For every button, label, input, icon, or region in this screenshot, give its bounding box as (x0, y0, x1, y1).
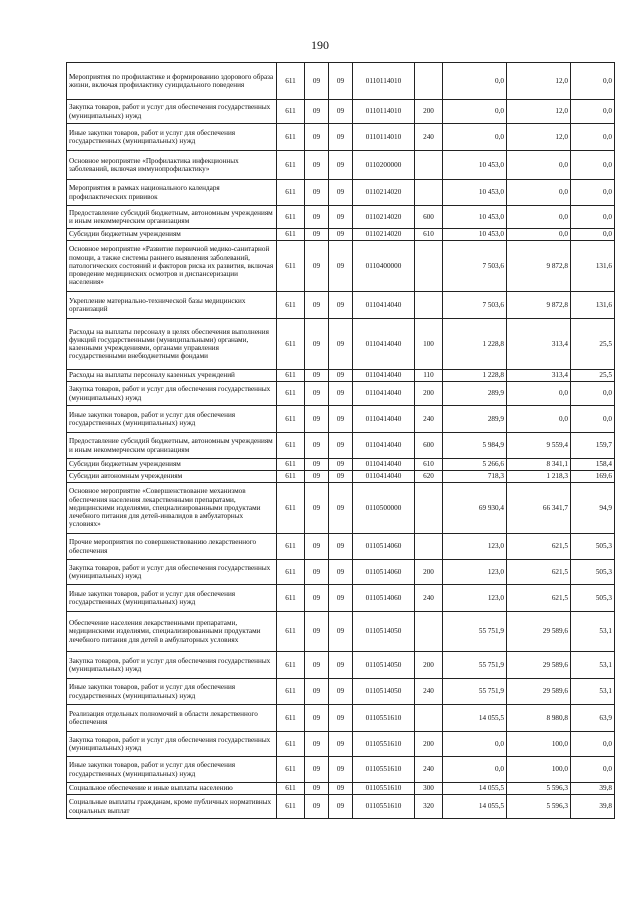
cell-plan: 55 751,9 (443, 679, 507, 705)
cell-rz: 09 (305, 319, 329, 370)
cell-pr: 09 (329, 241, 353, 292)
cell-name: Мероприятия по профилактике и формированию здорового образа жизни, включая профилактику суицидального поведения (67, 63, 277, 100)
cell-name: Реализация отдельных полномочий в области лекарственного обеспечения (67, 705, 277, 732)
table-row (67, 483, 615, 534)
cell-plan: 289,9 (443, 382, 507, 406)
cell-plan: 718,3 (443, 471, 507, 483)
cell-pct: 0,0 (571, 406, 615, 433)
cell-pct: 39,8 (571, 783, 615, 795)
cell-csr: 0110414040 (353, 459, 415, 471)
budget-table-body (67, 63, 615, 819)
cell-vr: 110 (415, 370, 443, 382)
cell-ved: 611 (277, 483, 305, 534)
cell-name: Иные закупки товаров, работ и услуг для обеспечения государственных (муниципальных) нужд (67, 757, 277, 783)
table-row (67, 433, 615, 459)
cell-pr: 09 (329, 124, 353, 151)
table-row (67, 382, 615, 406)
cell-csr: 0110514060 (353, 534, 415, 560)
cell-fact: 9 559,4 (507, 433, 571, 459)
cell-pr: 09 (329, 795, 353, 819)
cell-ved: 611 (277, 406, 305, 433)
cell-ved: 611 (277, 382, 305, 406)
cell-ved: 611 (277, 459, 305, 471)
cell-fact: 8 980,8 (507, 705, 571, 732)
cell-csr: 0110114010 (353, 100, 415, 124)
table-row (67, 241, 615, 292)
cell-rz: 09 (305, 560, 329, 585)
cell-pr: 09 (329, 534, 353, 560)
cell-csr: 0110114010 (353, 124, 415, 151)
cell-pct: 25,5 (571, 370, 615, 382)
cell-csr: 0110551610 (353, 732, 415, 757)
cell-name: Обеспечение населения лекарственными препаратами, медицинскими изделиями, специализированными продуктами лечебного питания для детей в амбулаторных условиях (67, 612, 277, 652)
cell-rz: 09 (305, 63, 329, 100)
cell-pr: 09 (329, 732, 353, 757)
cell-rz: 09 (305, 180, 329, 206)
cell-fact: 5 596,3 (507, 783, 571, 795)
table-row (67, 705, 615, 732)
cell-name: Субсидии бюджетным учреждениям (67, 229, 277, 241)
cell-pr: 09 (329, 292, 353, 319)
page-number: 190 (311, 38, 329, 52)
cell-name: Закупка товаров, работ и услуг для обеспечения государственных (муниципальных) нужд (67, 652, 277, 679)
cell-pct: 53,1 (571, 679, 615, 705)
cell-pr: 09 (329, 459, 353, 471)
cell-rz: 09 (305, 483, 329, 534)
cell-rz: 09 (305, 534, 329, 560)
table-row (67, 292, 615, 319)
cell-pr: 09 (329, 652, 353, 679)
cell-plan: 7 503,6 (443, 292, 507, 319)
cell-ved: 611 (277, 63, 305, 100)
table-row (67, 370, 615, 382)
table-row (67, 560, 615, 585)
cell-pct: 94,9 (571, 483, 615, 534)
cell-csr: 0110514050 (353, 652, 415, 679)
cell-name: Основное мероприятие «Совершенствование механизмов обеспечения населения лекарственными препаратами, медицинскими изделиями, специализированными продуктами лечебного питания для детей-инвалидов в амбулаторных условиях» (67, 483, 277, 534)
cell-name: Иные закупки товаров, работ и услуг для обеспечения государственных (муниципальных) нужд (67, 585, 277, 612)
cell-pr: 09 (329, 483, 353, 534)
cell-csr: 0110551610 (353, 783, 415, 795)
cell-ved: 611 (277, 757, 305, 783)
cell-fact: 313,4 (507, 370, 571, 382)
cell-pr: 09 (329, 206, 353, 229)
cell-rz: 09 (305, 459, 329, 471)
table-row (67, 612, 615, 652)
cell-pr: 09 (329, 705, 353, 732)
cell-ved: 611 (277, 783, 305, 795)
cell-pr: 09 (329, 612, 353, 652)
cell-fact: 100,0 (507, 757, 571, 783)
cell-csr: 0110514060 (353, 560, 415, 585)
cell-pct: 505,3 (571, 534, 615, 560)
cell-ved: 611 (277, 585, 305, 612)
cell-ved: 611 (277, 319, 305, 370)
cell-rz: 09 (305, 679, 329, 705)
cell-fact: 66 341,7 (507, 483, 571, 534)
cell-vr (415, 612, 443, 652)
cell-vr: 240 (415, 124, 443, 151)
cell-pct: 158,4 (571, 459, 615, 471)
cell-rz: 09 (305, 406, 329, 433)
cell-fact: 621,5 (507, 534, 571, 560)
cell-vr: 600 (415, 433, 443, 459)
cell-plan: 7 503,6 (443, 241, 507, 292)
cell-plan: 289,9 (443, 406, 507, 433)
cell-ved: 611 (277, 560, 305, 585)
cell-vr: 240 (415, 757, 443, 783)
cell-pct: 505,3 (571, 585, 615, 612)
table-row (67, 732, 615, 757)
cell-pct: 0,0 (571, 63, 615, 100)
cell-pr: 09 (329, 63, 353, 100)
cell-plan: 123,0 (443, 560, 507, 585)
cell-rz: 09 (305, 783, 329, 795)
cell-name: Закупка товаров, работ и услуг для обеспечения государственных (муниципальных) нужд (67, 100, 277, 124)
cell-rz: 09 (305, 652, 329, 679)
cell-csr: 0110514050 (353, 612, 415, 652)
cell-pr: 09 (329, 319, 353, 370)
cell-csr: 0110214020 (353, 229, 415, 241)
cell-name: Расходы на выплаты персоналу в целях обеспечения выполнения функций государственными (муниципальными) органами, казенными учреждениями, органами управления государственными внебюджетными фондами (67, 319, 277, 370)
cell-pct: 39,8 (571, 795, 615, 819)
cell-pr: 09 (329, 229, 353, 241)
cell-pct: 0,0 (571, 757, 615, 783)
cell-pct: 0,0 (571, 382, 615, 406)
cell-csr: 0110414040 (353, 292, 415, 319)
cell-pr: 09 (329, 471, 353, 483)
cell-csr: 0110400000 (353, 241, 415, 292)
cell-fact: 0,0 (507, 406, 571, 433)
cell-vr: 200 (415, 560, 443, 585)
cell-plan: 10 453,0 (443, 206, 507, 229)
cell-plan: 10 453,0 (443, 229, 507, 241)
cell-pct: 0,0 (571, 206, 615, 229)
cell-csr: 0110214020 (353, 180, 415, 206)
cell-name: Социальные выплаты гражданам, кроме публичных нормативных социальных выплат (67, 795, 277, 819)
cell-ved: 611 (277, 732, 305, 757)
cell-ved: 611 (277, 180, 305, 206)
cell-csr: 0110414040 (353, 471, 415, 483)
cell-pr: 09 (329, 370, 353, 382)
cell-pr: 09 (329, 679, 353, 705)
cell-csr: 0110414040 (353, 319, 415, 370)
cell-ved: 611 (277, 433, 305, 459)
cell-plan: 14 055,5 (443, 783, 507, 795)
cell-pct: 0,0 (571, 124, 615, 151)
cell-csr: 0110500000 (353, 483, 415, 534)
table-row (67, 151, 615, 180)
cell-plan: 0,0 (443, 124, 507, 151)
table-row (67, 534, 615, 560)
table-row (67, 585, 615, 612)
cell-vr (415, 292, 443, 319)
cell-rz: 09 (305, 151, 329, 180)
cell-rz: 09 (305, 292, 329, 319)
cell-rz: 09 (305, 705, 329, 732)
budget-table (66, 62, 615, 819)
cell-name: Иные закупки товаров, работ и услуг для обеспечения государственных (муниципальных) нужд (67, 679, 277, 705)
cell-fact: 1 218,3 (507, 471, 571, 483)
cell-fact: 9 872,8 (507, 292, 571, 319)
cell-fact: 621,5 (507, 560, 571, 585)
cell-name: Закупка товаров, работ и услуг для обеспечения государственных (муниципальных) нужд (67, 560, 277, 585)
cell-rz: 09 (305, 229, 329, 241)
cell-ved: 611 (277, 206, 305, 229)
cell-plan: 69 930,4 (443, 483, 507, 534)
cell-rz: 09 (305, 382, 329, 406)
cell-pct: 505,3 (571, 560, 615, 585)
cell-vr: 600 (415, 206, 443, 229)
cell-ved: 611 (277, 705, 305, 732)
cell-pct: 0,0 (571, 180, 615, 206)
cell-rz: 09 (305, 612, 329, 652)
table-row (67, 406, 615, 433)
cell-csr: 0110551610 (353, 705, 415, 732)
cell-plan: 1 228,8 (443, 370, 507, 382)
cell-ved: 611 (277, 124, 305, 151)
cell-ved: 611 (277, 370, 305, 382)
cell-ved: 611 (277, 151, 305, 180)
cell-vr (415, 705, 443, 732)
table-row (67, 180, 615, 206)
table-row (67, 63, 615, 100)
table-row (67, 679, 615, 705)
cell-plan: 123,0 (443, 585, 507, 612)
cell-rz: 09 (305, 241, 329, 292)
cell-pr: 09 (329, 382, 353, 406)
cell-vr: 240 (415, 679, 443, 705)
cell-pct: 169,6 (571, 471, 615, 483)
cell-vr: 240 (415, 585, 443, 612)
cell-csr: 0110514050 (353, 679, 415, 705)
cell-vr: 200 (415, 382, 443, 406)
cell-vr: 610 (415, 229, 443, 241)
cell-vr (415, 151, 443, 180)
cell-pct: 159,7 (571, 433, 615, 459)
cell-ved: 611 (277, 241, 305, 292)
cell-vr: 200 (415, 652, 443, 679)
cell-vr: 620 (415, 471, 443, 483)
cell-csr: 0110214020 (353, 206, 415, 229)
cell-name: Субсидии бюджетным учреждениям (67, 459, 277, 471)
cell-fact: 29 589,6 (507, 679, 571, 705)
cell-pct: 0,0 (571, 732, 615, 757)
cell-name: Расходы на выплаты персоналу казенных учреждений (67, 370, 277, 382)
cell-pr: 09 (329, 585, 353, 612)
cell-plan: 5 266,6 (443, 459, 507, 471)
cell-vr: 100 (415, 319, 443, 370)
cell-pct: 63,9 (571, 705, 615, 732)
cell-ved: 611 (277, 534, 305, 560)
cell-name: Основное мероприятие «Профилактика инфекционных заболеваний, включая иммунопрофилактику» (67, 151, 277, 180)
cell-vr: 300 (415, 783, 443, 795)
cell-rz: 09 (305, 795, 329, 819)
cell-rz: 09 (305, 100, 329, 124)
cell-pct: 0,0 (571, 100, 615, 124)
cell-name: Мероприятия в рамках национального календаря профилактических прививок (67, 180, 277, 206)
cell-csr: 0110200000 (353, 151, 415, 180)
table-row (67, 229, 615, 241)
cell-fact: 29 589,6 (507, 652, 571, 679)
cell-csr: 0110414040 (353, 382, 415, 406)
cell-vr (415, 180, 443, 206)
cell-pr: 09 (329, 433, 353, 459)
cell-plan: 10 453,0 (443, 180, 507, 206)
cell-plan: 0,0 (443, 732, 507, 757)
cell-rz: 09 (305, 370, 329, 382)
cell-plan: 123,0 (443, 534, 507, 560)
cell-name: Иные закупки товаров, работ и услуг для обеспечения государственных (муниципальных) нужд (67, 406, 277, 433)
cell-csr: 0110114010 (353, 63, 415, 100)
cell-ved: 611 (277, 292, 305, 319)
cell-name: Закупка товаров, работ и услуг для обеспечения государственных (муниципальных) нужд (67, 382, 277, 406)
cell-csr: 0110414040 (353, 433, 415, 459)
cell-fact: 313,4 (507, 319, 571, 370)
cell-fact: 0,0 (507, 180, 571, 206)
cell-vr (415, 241, 443, 292)
cell-pct: 0,0 (571, 151, 615, 180)
cell-name: Предоставление субсидий бюджетным, автономным учреждениям и иным некоммерческим организациям (67, 206, 277, 229)
cell-ved: 611 (277, 679, 305, 705)
cell-plan: 14 055,5 (443, 795, 507, 819)
cell-pct: 131,6 (571, 292, 615, 319)
cell-fact: 621,5 (507, 585, 571, 612)
cell-fact: 12,0 (507, 100, 571, 124)
cell-ved: 611 (277, 100, 305, 124)
table-row (67, 757, 615, 783)
cell-pr: 09 (329, 406, 353, 433)
cell-pr: 09 (329, 757, 353, 783)
cell-fact: 9 872,8 (507, 241, 571, 292)
cell-fact: 100,0 (507, 732, 571, 757)
cell-vr: 200 (415, 732, 443, 757)
cell-vr: 610 (415, 459, 443, 471)
cell-csr: 0110414040 (353, 370, 415, 382)
cell-pr: 09 (329, 783, 353, 795)
cell-name: Предоставление субсидий бюджетным, автономным учреждениям и иным некоммерческим организациям (67, 433, 277, 459)
table-row (67, 459, 615, 471)
cell-rz: 09 (305, 757, 329, 783)
cell-vr: 240 (415, 406, 443, 433)
cell-name: Укрепление материально-технической базы медицинских организаций (67, 292, 277, 319)
table-row (67, 124, 615, 151)
cell-name: Основное мероприятие «Развитие первичной медико-санитарной помощи, а также системы раннего выявления заболеваний, патологических состояний и факторов риска их развития, включая проведение медицинских осмотров и диспансеризации населения» (67, 241, 277, 292)
cell-name: Субсидии автономным учреждениям (67, 471, 277, 483)
cell-ved: 611 (277, 795, 305, 819)
cell-rz: 09 (305, 206, 329, 229)
cell-pr: 09 (329, 100, 353, 124)
cell-plan: 55 751,9 (443, 612, 507, 652)
cell-vr (415, 63, 443, 100)
table-row (67, 783, 615, 795)
table-row (67, 100, 615, 124)
cell-name: Иные закупки товаров, работ и услуг для обеспечения государственных (муниципальных) нужд (67, 124, 277, 151)
table-row (67, 795, 615, 819)
cell-plan: 0,0 (443, 63, 507, 100)
cell-rz: 09 (305, 124, 329, 151)
cell-rz: 09 (305, 585, 329, 612)
cell-pct: 131,6 (571, 241, 615, 292)
cell-fact: 12,0 (507, 63, 571, 100)
cell-name: Закупка товаров, работ и услуг для обеспечения государственных (муниципальных) нужд (67, 732, 277, 757)
cell-vr: 320 (415, 795, 443, 819)
cell-plan: 10 453,0 (443, 151, 507, 180)
cell-fact: 8 341,1 (507, 459, 571, 471)
cell-ved: 611 (277, 229, 305, 241)
cell-pct: 53,1 (571, 652, 615, 679)
cell-fact: 0,0 (507, 206, 571, 229)
cell-fact: 12,0 (507, 124, 571, 151)
table-row (67, 652, 615, 679)
cell-rz: 09 (305, 433, 329, 459)
cell-pct: 0,0 (571, 229, 615, 241)
cell-csr: 0110414040 (353, 406, 415, 433)
cell-pr: 09 (329, 151, 353, 180)
table-row (67, 471, 615, 483)
table-row (67, 319, 615, 370)
cell-plan: 1 228,8 (443, 319, 507, 370)
cell-name: Прочие мероприятия по совершенствованию лекарственного обеспечения (67, 534, 277, 560)
cell-ved: 611 (277, 471, 305, 483)
cell-plan: 14 055,5 (443, 705, 507, 732)
cell-fact: 0,0 (507, 151, 571, 180)
cell-fact: 29 589,6 (507, 612, 571, 652)
cell-fact: 0,0 (507, 382, 571, 406)
cell-vr (415, 534, 443, 560)
cell-ved: 611 (277, 612, 305, 652)
cell-fact: 5 596,3 (507, 795, 571, 819)
cell-fact: 0,0 (507, 229, 571, 241)
cell-pr: 09 (329, 560, 353, 585)
cell-csr: 0110551610 (353, 795, 415, 819)
cell-vr (415, 483, 443, 534)
cell-vr: 200 (415, 100, 443, 124)
cell-ved: 611 (277, 652, 305, 679)
cell-name: Социальное обеспечение и иные выплаты населению (67, 783, 277, 795)
cell-csr: 0110514060 (353, 585, 415, 612)
cell-plan: 55 751,9 (443, 652, 507, 679)
cell-pct: 25,5 (571, 319, 615, 370)
cell-csr: 0110551610 (353, 757, 415, 783)
cell-rz: 09 (305, 732, 329, 757)
cell-plan: 0,0 (443, 757, 507, 783)
cell-rz: 09 (305, 471, 329, 483)
cell-plan: 5 984,9 (443, 433, 507, 459)
cell-plan: 0,0 (443, 100, 507, 124)
cell-pct: 53,1 (571, 612, 615, 652)
table-row (67, 206, 615, 229)
cell-pr: 09 (329, 180, 353, 206)
